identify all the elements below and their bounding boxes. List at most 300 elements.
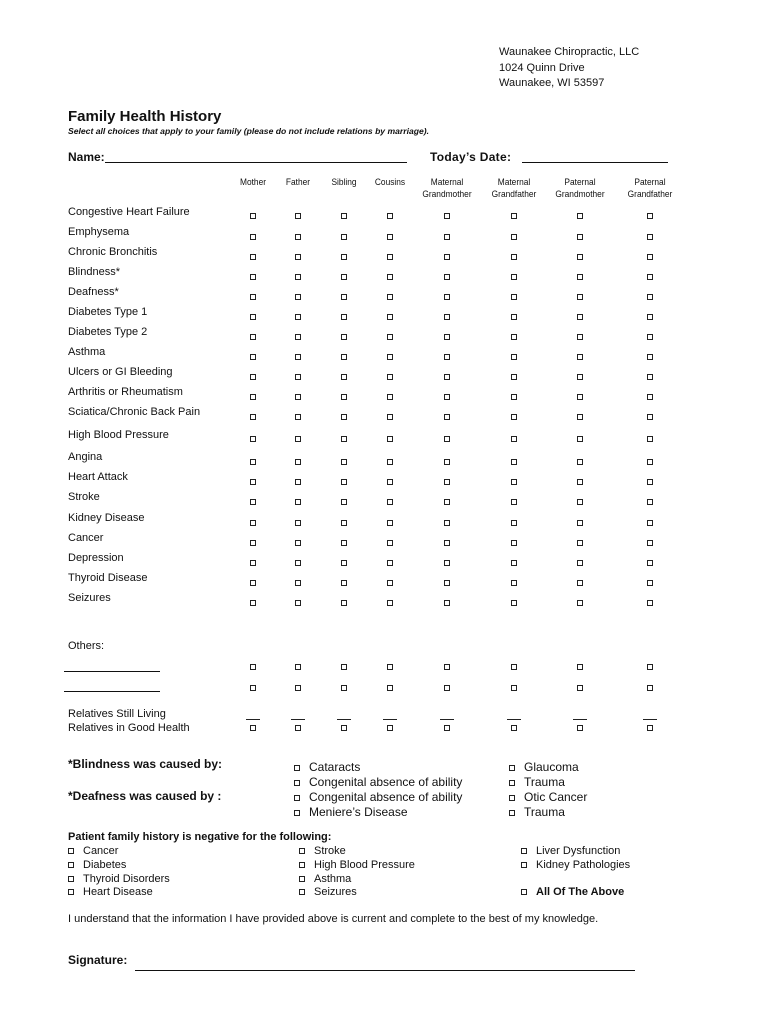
option-label: Kidney Pathologies	[536, 858, 631, 871]
condition-label: Blindness*	[68, 266, 120, 278]
checkbox[interactable]	[387, 436, 393, 442]
checkbox[interactable]	[511, 499, 517, 505]
checkbox[interactable]	[444, 664, 450, 670]
option-label: Asthma	[314, 872, 352, 885]
option-label: Diabetes	[83, 858, 127, 871]
checkbox[interactable]	[444, 274, 450, 280]
checkbox[interactable]	[444, 685, 450, 691]
checkbox[interactable]	[68, 876, 74, 882]
checkbox[interactable]	[647, 600, 653, 606]
checkbox[interactable]	[577, 540, 583, 546]
checkbox[interactable]	[295, 459, 301, 465]
checkbox[interactable]	[387, 274, 393, 280]
checkbox[interactable]	[250, 354, 256, 360]
checkbox[interactable]	[341, 294, 347, 300]
checkbox[interactable]	[294, 810, 300, 816]
column-header-line2: Grandmother	[422, 189, 472, 200]
checkbox[interactable]	[341, 499, 347, 505]
column-header-line1: Paternal	[634, 177, 666, 188]
option-label: Congenital absence of ability	[309, 775, 463, 789]
checkbox[interactable]	[68, 848, 74, 854]
checkbox[interactable]	[387, 540, 393, 546]
checkbox[interactable]	[299, 862, 305, 868]
signature-label: Signature:	[68, 953, 128, 967]
checkbox[interactable]	[295, 314, 301, 320]
checkbox[interactable]	[577, 499, 583, 505]
column-header-line1: Cousins	[374, 177, 406, 188]
column-header-line1: Sibling	[331, 177, 357, 188]
checkbox[interactable]	[250, 499, 256, 505]
checkbox[interactable]	[444, 374, 450, 380]
checkbox[interactable]	[68, 889, 74, 895]
option-label: Cataracts	[309, 760, 361, 774]
checkbox[interactable]	[250, 414, 256, 420]
checkbox[interactable]	[509, 780, 515, 786]
checkbox[interactable]	[444, 479, 450, 485]
checkbox[interactable]	[511, 725, 517, 731]
checkbox[interactable]	[444, 540, 450, 546]
checkbox[interactable]	[295, 213, 301, 219]
negative-options-col1	[68, 845, 170, 900]
option-label: Meniere’s Disease	[309, 805, 408, 819]
checkbox[interactable]	[647, 580, 653, 586]
checkbox[interactable]	[444, 520, 450, 526]
checkbox[interactable]	[341, 725, 347, 731]
option-item[interactable]	[294, 760, 462, 775]
checkbox[interactable]	[577, 725, 583, 731]
condition-label: Diabetes Type 1	[68, 306, 148, 318]
checkbox[interactable]	[387, 394, 393, 400]
checkbox[interactable]	[647, 334, 653, 340]
all-of-above-option[interactable]	[521, 886, 624, 900]
checkbox[interactable]	[511, 274, 517, 280]
checkbox[interactable]	[341, 479, 347, 485]
checkbox[interactable]	[647, 213, 653, 219]
checkbox[interactable]	[341, 520, 347, 526]
checkbox[interactable]	[647, 664, 653, 670]
checkbox[interactable]	[387, 354, 393, 360]
checkbox[interactable]	[387, 520, 393, 526]
checkbox[interactable]	[250, 725, 256, 731]
option-item[interactable]	[68, 886, 170, 900]
checkbox[interactable]	[341, 234, 347, 240]
option-item[interactable]	[294, 790, 462, 805]
negative-options-col2	[299, 845, 415, 900]
relatives-living-blank[interactable]	[291, 719, 305, 720]
checkbox[interactable]	[511, 374, 517, 380]
checkbox[interactable]	[387, 213, 393, 219]
option-label: Cancer	[83, 845, 119, 857]
checkbox[interactable]	[341, 664, 347, 670]
checkbox[interactable]	[341, 213, 347, 219]
checkbox[interactable]	[250, 459, 256, 465]
checkbox[interactable]	[341, 540, 347, 546]
checkbox[interactable]	[341, 600, 347, 606]
checkbox[interactable]	[647, 685, 653, 691]
option-label: Glaucoma	[524, 760, 579, 774]
relatives-living-blank[interactable]	[337, 719, 351, 720]
checkbox[interactable]	[250, 520, 256, 526]
checkbox[interactable]	[444, 294, 450, 300]
form-title: Family Health History	[68, 108, 222, 125]
blindness-cause-label: *Blindness was caused by:	[68, 757, 223, 771]
checkbox[interactable]	[295, 479, 301, 485]
checkbox[interactable]	[295, 685, 301, 691]
column-header	[622, 177, 678, 201]
checkbox[interactable]	[647, 314, 653, 320]
name-label: Name:	[68, 150, 105, 164]
checkbox[interactable]	[299, 876, 305, 882]
condition-label: Sciatica/Chronic Back Pain	[68, 406, 201, 418]
checkbox[interactable]	[444, 580, 450, 586]
option-item[interactable]	[299, 859, 415, 873]
checkbox[interactable]	[341, 254, 347, 260]
checkbox[interactable]	[341, 414, 347, 420]
checkbox[interactable]	[511, 479, 517, 485]
checkbox[interactable]	[511, 314, 517, 320]
checkbox[interactable]	[295, 334, 301, 340]
checkbox[interactable]	[647, 274, 653, 280]
checkbox[interactable]	[387, 499, 393, 505]
checkbox[interactable]	[387, 664, 393, 670]
checkbox[interactable]	[647, 459, 653, 465]
option-item[interactable]	[509, 760, 587, 775]
checkbox[interactable]	[647, 540, 653, 546]
condition-label: Chronic Bronchitis	[68, 246, 158, 258]
relatives-living-blank[interactable]	[507, 719, 521, 720]
checkbox[interactable]	[511, 520, 517, 526]
relatives-living-blank[interactable]	[246, 719, 260, 720]
checkbox[interactable]	[444, 725, 450, 731]
causes-options-col1	[294, 760, 462, 820]
checkbox[interactable]	[647, 520, 653, 526]
option-item[interactable]	[68, 845, 170, 859]
checkbox[interactable]	[295, 580, 301, 586]
checkbox[interactable]	[444, 499, 450, 505]
checkbox[interactable]	[341, 459, 347, 465]
checkbox[interactable]	[647, 499, 653, 505]
option-item[interactable]	[299, 873, 415, 887]
checkbox[interactable]	[511, 600, 517, 606]
condition-label: Depression	[68, 552, 124, 564]
checkbox[interactable]	[295, 354, 301, 360]
column-header	[552, 177, 608, 201]
checkbox[interactable]	[294, 780, 300, 786]
checkbox[interactable]	[647, 414, 653, 420]
checkbox[interactable]	[250, 600, 256, 606]
checkbox[interactable]	[444, 354, 450, 360]
checkbox[interactable]	[387, 254, 393, 260]
checkbox[interactable]	[341, 354, 347, 360]
column-header-line2: Grandmother	[555, 189, 605, 200]
condition-label: Arthritis or Rheumatism	[68, 386, 183, 398]
checkbox[interactable]	[444, 560, 450, 566]
checkbox[interactable]	[341, 314, 347, 320]
checkbox[interactable]	[577, 479, 583, 485]
column-header-line1: Father	[285, 177, 311, 188]
checkbox[interactable]	[250, 254, 256, 260]
checkbox[interactable]	[444, 213, 450, 219]
relatives-living-blank[interactable]	[383, 719, 397, 720]
checkbox[interactable]	[444, 334, 450, 340]
checkbox[interactable]	[250, 580, 256, 586]
checkbox[interactable]	[647, 354, 653, 360]
checkbox[interactable]	[295, 254, 301, 260]
checkbox[interactable]	[387, 600, 393, 606]
checkbox[interactable]	[387, 234, 393, 240]
checkbox[interactable]	[577, 354, 583, 360]
relatives-living-blank[interactable]	[643, 719, 657, 720]
checkbox[interactable]	[509, 765, 515, 771]
checkbox[interactable]	[444, 600, 450, 606]
checkbox[interactable]	[295, 499, 301, 505]
option-item[interactable]	[299, 886, 415, 900]
condition-label: Asthma	[68, 346, 106, 358]
option-label: High Blood Pressure	[314, 858, 415, 871]
checkbox[interactable]	[295, 374, 301, 380]
checkbox[interactable]	[577, 394, 583, 400]
checkbox[interactable]	[295, 520, 301, 526]
checkbox[interactable]	[387, 314, 393, 320]
relatives-living-label: Relatives Still Living	[68, 708, 166, 720]
checkbox[interactable]	[577, 213, 583, 219]
checkbox[interactable]	[647, 560, 653, 566]
option-item[interactable]	[509, 805, 587, 820]
others-blank-2[interactable]	[64, 691, 160, 692]
checkbox[interactable]	[295, 560, 301, 566]
checkbox[interactable]	[577, 520, 583, 526]
checkbox[interactable]	[647, 374, 653, 380]
name-field[interactable]	[105, 162, 407, 163]
column-header-line2: Grandfather	[491, 189, 537, 200]
option-label: Trauma	[524, 775, 565, 789]
condition-label: High Blood Pressure	[68, 429, 169, 441]
checkbox[interactable]	[577, 314, 583, 320]
checkbox[interactable]	[250, 664, 256, 670]
checkbox[interactable]	[387, 479, 393, 485]
checkbox[interactable]	[511, 540, 517, 546]
relatives-living-blank[interactable]	[440, 719, 454, 720]
checkbox[interactable]	[250, 560, 256, 566]
relatives-living-blank[interactable]	[573, 719, 587, 720]
checkbox[interactable]	[294, 795, 300, 801]
checkbox[interactable]	[647, 725, 653, 731]
option-label: Liver Dysfunction	[536, 845, 621, 857]
checkbox[interactable]	[387, 725, 393, 731]
checkbox[interactable]	[444, 459, 450, 465]
checkbox[interactable]	[577, 664, 583, 670]
others-label: Others:	[68, 640, 105, 652]
date-label: Today’s Date:	[430, 150, 512, 164]
checkbox[interactable]	[295, 436, 301, 442]
checkbox[interactable]	[647, 394, 653, 400]
checkbox[interactable]	[577, 459, 583, 465]
checkbox[interactable]	[295, 725, 301, 731]
checkbox[interactable]	[511, 334, 517, 340]
option-item[interactable]	[509, 790, 587, 805]
checkbox[interactable]	[295, 294, 301, 300]
checkbox[interactable]	[509, 795, 515, 801]
option-label: Stroke	[314, 845, 346, 857]
checkbox[interactable]	[295, 540, 301, 546]
checkbox[interactable]	[299, 848, 305, 854]
checkbox[interactable]	[250, 394, 256, 400]
checkbox[interactable]	[511, 394, 517, 400]
option-item[interactable]	[509, 775, 587, 790]
checkbox[interactable]	[250, 234, 256, 240]
checkbox[interactable]	[511, 459, 517, 465]
checkbox[interactable]	[299, 889, 305, 895]
option-item[interactable]	[299, 845, 415, 859]
checkbox[interactable]	[387, 459, 393, 465]
checkbox[interactable]	[250, 540, 256, 546]
checkbox[interactable]	[341, 374, 347, 380]
condition-label: Angina	[68, 451, 103, 463]
checkbox[interactable]	[341, 394, 347, 400]
form-subtitle: Select all choices that apply to your family (please do not include relations by marriage).	[68, 126, 430, 136]
checkbox[interactable]	[511, 685, 517, 691]
causes-options-col2	[509, 760, 587, 820]
signature-field[interactable]	[135, 970, 635, 971]
checkbox[interactable]	[295, 394, 301, 400]
checkbox[interactable]	[387, 334, 393, 340]
condition-label: Thyroid Disease	[68, 572, 148, 584]
checkbox[interactable]	[444, 414, 450, 420]
checkbox[interactable]	[521, 862, 527, 868]
condition-label: Deafness*	[68, 286, 119, 298]
checkbox[interactable]	[577, 580, 583, 586]
checkbox[interactable]	[647, 294, 653, 300]
checkbox[interactable]	[341, 560, 347, 566]
checkbox[interactable]	[250, 274, 256, 280]
column-header	[362, 177, 418, 189]
checkbox[interactable]	[250, 685, 256, 691]
practice-city: Waunakee, WI 53597	[499, 77, 605, 89]
checkbox[interactable]	[295, 234, 301, 240]
checkbox[interactable]	[511, 580, 517, 586]
checkbox[interactable]	[387, 560, 393, 566]
relatives-health-label: Relatives in Good Health	[68, 722, 190, 734]
checkbox[interactable]	[511, 414, 517, 420]
checkbox[interactable]	[577, 374, 583, 380]
option-item[interactable]	[521, 845, 630, 859]
checkbox[interactable]	[521, 848, 527, 854]
checkbox[interactable]	[295, 274, 301, 280]
checkbox[interactable]	[341, 334, 347, 340]
checkbox[interactable]	[444, 254, 450, 260]
checkbox[interactable]	[444, 314, 450, 320]
checkbox[interactable]	[444, 234, 450, 240]
checkbox[interactable]	[511, 254, 517, 260]
checkbox[interactable]	[295, 600, 301, 606]
checkbox[interactable]	[577, 274, 583, 280]
option-item[interactable]	[294, 805, 462, 820]
checkbox[interactable]	[295, 664, 301, 670]
checkbox[interactable]	[647, 436, 653, 442]
all-of-above-label: All Of The Above	[536, 886, 625, 898]
checkbox[interactable]	[68, 862, 74, 868]
column-header-line2: Grandfather	[627, 189, 673, 200]
option-item[interactable]	[294, 775, 462, 790]
checkbox[interactable]	[444, 436, 450, 442]
condition-label: Ulcers or GI Bleeding	[68, 366, 173, 378]
checkbox[interactable]	[387, 374, 393, 380]
checkbox[interactable]	[294, 765, 300, 771]
checkbox[interactable]	[577, 414, 583, 420]
checkbox[interactable]	[511, 436, 517, 442]
checkbox[interactable]	[387, 580, 393, 586]
option-item[interactable]	[68, 859, 170, 873]
checkbox[interactable]	[250, 294, 256, 300]
checkbox[interactable]	[511, 294, 517, 300]
checkbox[interactable]	[511, 354, 517, 360]
checkbox[interactable]	[341, 685, 347, 691]
others-blank-1[interactable]	[64, 671, 160, 672]
condition-label: Kidney Disease	[68, 512, 145, 524]
checkbox[interactable]	[444, 394, 450, 400]
checkbox[interactable]	[250, 479, 256, 485]
checkbox[interactable]	[387, 294, 393, 300]
checkbox[interactable]	[250, 436, 256, 442]
deafness-cause-label: *Deafness was caused by :	[68, 789, 222, 803]
checkbox[interactable]	[511, 234, 517, 240]
checkbox[interactable]	[341, 436, 347, 442]
checkbox[interactable]	[250, 374, 256, 380]
checkbox[interactable]	[577, 436, 583, 442]
option-item[interactable]	[521, 859, 630, 873]
date-field[interactable]	[522, 162, 668, 163]
checkbox[interactable]	[577, 254, 583, 260]
checkbox[interactable]	[647, 479, 653, 485]
checkbox[interactable]	[647, 254, 653, 260]
checkbox[interactable]	[250, 213, 256, 219]
checkbox[interactable]	[387, 685, 393, 691]
column-header-line1: Maternal	[430, 177, 464, 188]
column-header-line1: Mother	[239, 177, 267, 188]
checkbox[interactable]	[341, 274, 347, 280]
checkbox[interactable]	[577, 234, 583, 240]
option-item[interactable]	[68, 873, 170, 887]
checkbox[interactable]	[511, 664, 517, 670]
column-header-line1: Paternal	[564, 177, 596, 188]
option-label: Congenital absence of ability	[309, 790, 463, 804]
option-label: Seizures	[314, 886, 357, 899]
column-header	[486, 177, 542, 201]
option-label: Otic Cancer	[524, 790, 588, 804]
condition-label: Heart Attack	[68, 471, 128, 483]
checkbox[interactable]	[577, 560, 583, 566]
checkbox[interactable]	[509, 810, 515, 816]
checkbox[interactable]	[577, 600, 583, 606]
checkbox[interactable]	[577, 334, 583, 340]
checkbox[interactable]	[295, 414, 301, 420]
negative-options-col3	[521, 845, 630, 873]
checkbox[interactable]	[387, 414, 393, 420]
checkbox[interactable]	[521, 889, 527, 895]
attestation-statement: I understand that the information I have provided above is current and complete to the best of my knowledge.	[68, 913, 599, 925]
checkbox[interactable]	[577, 294, 583, 300]
column-header	[419, 177, 475, 201]
checkbox[interactable]	[577, 685, 583, 691]
checkbox[interactable]	[250, 314, 256, 320]
condition-label: Stroke	[68, 491, 100, 503]
checkbox[interactable]	[341, 580, 347, 586]
condition-label: Cancer	[68, 532, 104, 544]
checkbox[interactable]	[250, 334, 256, 340]
checkbox[interactable]	[511, 213, 517, 219]
checkbox[interactable]	[511, 560, 517, 566]
checkbox[interactable]	[647, 234, 653, 240]
